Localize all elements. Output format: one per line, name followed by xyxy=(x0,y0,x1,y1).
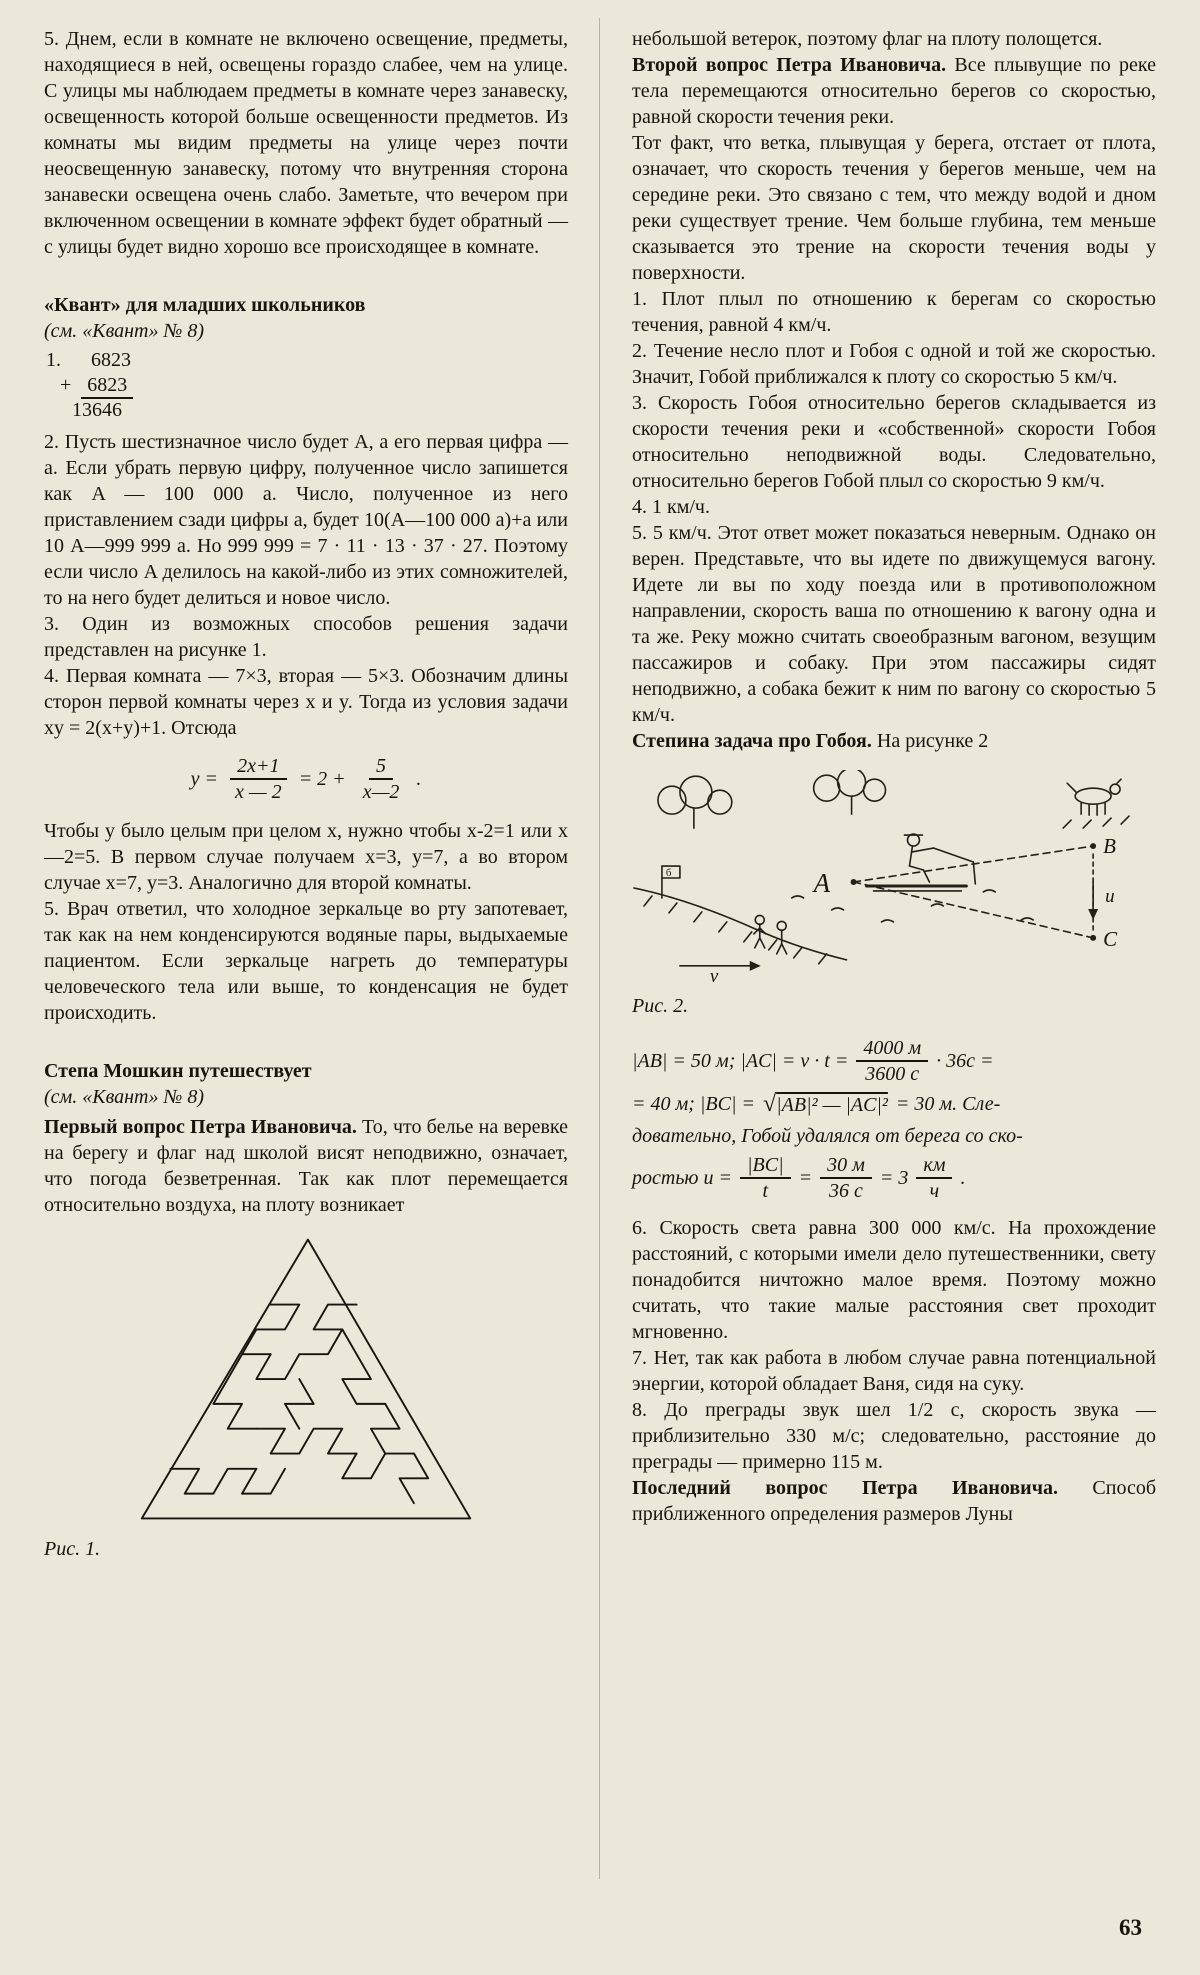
paragraph-bold-lead: Последний вопрос Петра Ивановича. xyxy=(632,1476,1058,1499)
section-reference: (см. «Квант» № 8) xyxy=(44,320,205,342)
addition-exercise xyxy=(46,348,568,423)
fraction xyxy=(740,1154,791,1203)
fraction-numerator: 5 xyxy=(369,755,393,780)
formula-middle: = 2 + xyxy=(298,768,346,791)
paragraph-text: На рисунке 2 xyxy=(876,730,989,752)
flag-label: б xyxy=(665,867,672,880)
triangle-outline xyxy=(142,1239,470,1518)
fraction-denominator: x—2 xyxy=(362,781,400,804)
question-1-paragraph xyxy=(44,1114,568,1218)
answer-paragraph-5-mirror: 5. Врач ответил, что холодное зеркальце во рту запотевает, так как на нем конденсируются водяные пары, выдыхаемые пациентом. Если зеркальце нагреть до температуры человеческого тела или выше, то конденсация не будет происходить. xyxy=(44,897,568,1024)
figure-1-caption: Рис. 1. xyxy=(44,1537,101,1560)
section-title-stepa: Степа Мошкин путешествует xyxy=(44,1059,312,1082)
dog xyxy=(1063,779,1129,828)
fraction-numerator: 4000 м xyxy=(856,1037,928,1062)
answer-6: 6. Скорость света равна 300 000 км/с. На прохождение расстояний, с которыми имели дело путешественники, свету понадобится ничтожно малое время. Поэтому можно считать, что такие малые расстояния свет проходит мгновенно. xyxy=(632,1216,1156,1343)
formula-period: . xyxy=(416,768,422,791)
figure-2-caption: Рис. 2. xyxy=(632,995,689,1017)
v-arrowhead xyxy=(750,961,761,971)
radicand: |AB|² — |AC|² xyxy=(776,1093,888,1116)
answer-5: 5. 5 км/ч. Этот ответ может показаться неверным. Однако он верен. Представьте, что вы идете по движущемуся вагону. Идете ли вы по ходу поезда или в противоположном направлении, скорость ваша по отношению к вагону одна и та же. Реку можно считать своеобразным вагоном, везущим пассажиров и собаку. При этом пассажиры сидят неподвижно, а собака бежит к ним по вагону со скоростью 5 км/ч. xyxy=(632,522,1156,726)
question-2-paragraph xyxy=(632,52,1156,130)
answer-8: 8. До преграды звук шел 1/2 с, скорость звука — приблизительно 330 м/с; следовательно, расстояние до преграды — примерно 115 м. xyxy=(632,1398,1156,1473)
fraction-denominator: t xyxy=(762,1180,769,1203)
answer-7: 7. Нет, так как работа в любом случае равна потенциальной энергии, которой обладает Ваня, сидя на суку. xyxy=(632,1346,1156,1395)
fraction-numerator: 2x+1 xyxy=(230,755,286,780)
calc-fragment: = 30 м. Сле- xyxy=(895,1093,1001,1116)
fraction-numerator: км xyxy=(916,1154,952,1179)
fraction-denominator: ч xyxy=(929,1180,940,1203)
fraction xyxy=(856,1037,928,1086)
calc-line-2 xyxy=(632,1091,1156,1118)
calculation-block xyxy=(632,1037,1156,1203)
raft-with-fisherman xyxy=(867,834,976,891)
point-c-dot xyxy=(1090,935,1096,941)
calc-fragment: |AB| = 50 м; |AC| = v · t = xyxy=(632,1050,849,1073)
square-root xyxy=(763,1091,888,1118)
paragraph-bold-lead: Степина задача про Гобоя. xyxy=(632,730,872,752)
right-column xyxy=(632,26,1156,1562)
addition-row-1 xyxy=(46,348,568,373)
fraction-denominator: 36 с xyxy=(829,1180,863,1203)
addition-sum-row xyxy=(72,398,568,423)
radical-sign: √ xyxy=(762,1090,777,1117)
last-question-paragraph xyxy=(632,1475,1156,1527)
geometry-lines xyxy=(854,846,1094,938)
left-column xyxy=(44,26,568,1562)
fraction-denominator: x — 2 xyxy=(235,781,282,804)
answer-paragraph-5-rooms: 5. Днем, если в комнате не включено освещение, предметы, находящиеся в ней, освещены гораздо слабее, чем на улице. С улицы мы наблюдаем предметы в комнате через занавеску, освещенность которой больше освещенности предметов. Из комнаты мы видим предметы на улице через почти неосвещенную занавеску, потому что внутренняя сторона занавески освещена очень слабо. Заметьте, что вечером при включенном освещении в комнате эффект будет обратный — с улицы будет видно хорошо все происходящее в комнате. xyxy=(44,28,568,258)
answer-4: 4. 1 км/ч. xyxy=(632,496,710,518)
answer-1: 1. Плот плыл по отношению к берегам со скоростью течения, равной 4 км/ч. xyxy=(632,288,1156,336)
answer-paragraph-4-rooms: 4. Первая комната — 7×3, вторая — 5×3. Обозначим длины сторон первой комнаты через x и y. Тогда из условия задачи xy = 2(x+y)+1. Отсюда xyxy=(44,665,568,739)
answer-paragraph-4-continuation: Чтобы y было целым при целом x, нужно чтобы x-2=1 или x—2=5. В первом случае получаем x=3, y=7, а во втором случае x=7, y=3. Аналогично для второй комнаты. xyxy=(44,819,568,894)
fraction xyxy=(916,1154,952,1203)
v-label: v xyxy=(709,965,719,985)
section-reference: (см. «Квант» № 8) xyxy=(44,1085,205,1108)
stepina-task-paragraph xyxy=(632,728,1156,754)
formula-lhs: y = xyxy=(190,768,219,791)
section-title-kvant-younger: «Квант» для младших школьников xyxy=(44,294,366,316)
answer-3: 3. Скорость Гобоя относительно берегов складывается из скорости течения реки и «собственной» скорости Гобоя относительно неподвижной воды. Следовательно, относительно берегов Гобой плыл со скоростью 9 км/ч. xyxy=(632,392,1156,492)
calc-fragment: . xyxy=(960,1167,966,1190)
fact-paragraph: Тот факт, что ветка, плывущая у берега, отстает от плота, означает, что скорость течения у берегов меньше, чем на середине реки. Это связано с тем, что между водой и дном реки существует трение. Чем больше глубина, тем меньше сказывается это трение на скорости течения воды у поверхности. xyxy=(632,132,1156,284)
continuation-paragraph: небольшой ветерок, поэтому флаг на плоту полощется. xyxy=(632,28,1103,50)
shoreline xyxy=(634,888,847,964)
calc-line-4 xyxy=(632,1154,1156,1203)
trees xyxy=(658,770,886,828)
paragraph-text: То, что белье на веревке на берегу и флаг над школой висят неподвижно, означает, что погода безветренная. Так как плот перемещается относительно воздуха, на плоту возникает xyxy=(44,1115,569,1216)
item-number: 1. xyxy=(46,349,61,371)
answer-2: 2. Течение несло плот и Гобоя с одной и той же скоростью. Значит, Гобой приближался к плоту со скоростью 5 км/ч. xyxy=(632,340,1156,388)
fraction-denominator: 3600 с xyxy=(865,1063,920,1086)
paragraph-bold-lead: Второй вопрос Петра Ивановича. xyxy=(632,54,947,76)
point-c-label: С xyxy=(1103,926,1118,951)
point-b-label: В xyxy=(1103,834,1116,859)
figure-2-river-scene xyxy=(632,770,1156,985)
fraction xyxy=(820,1154,872,1203)
fraction-numerator: |BC| xyxy=(740,1154,791,1179)
fraction xyxy=(228,755,289,804)
paragraph-text: Способ приближенного определения размеров Луны xyxy=(632,1476,1156,1525)
calc-fragment: = 3 xyxy=(879,1167,909,1190)
fraction-numerator: 30 м xyxy=(820,1154,872,1179)
calc-fragment: = 40 м; |BC| = xyxy=(632,1093,755,1116)
figure-1 xyxy=(44,1232,568,1528)
calc-line-1 xyxy=(632,1037,1156,1086)
answer-paragraph-2-sixdigit: 2. Пусть шестизначное число будет A, а его первая цифра — a. Если убрать первую цифру, полученное число запишется как A — 100 000 a. Число, полученное из него приставлением сзади цифры a, будет 10(A—100 000 a)+a или 10 A—999 999 a. Но 999 999 = 7 · 11 · 13 · 37 · 27. Поэтому если число A делилось на какой-либо из этих сомножителей, то на него будет делиться и новое число. xyxy=(44,431,568,609)
figure-1-triangle-puzzle xyxy=(130,1232,482,1528)
point-a-label: A xyxy=(813,867,831,898)
addition-row-2 xyxy=(60,373,568,398)
column-divider xyxy=(599,18,600,1879)
fraction xyxy=(356,755,407,804)
addition-sum: 13646 xyxy=(72,399,122,421)
puzzle-lines xyxy=(142,1239,470,1518)
calc-line-3 xyxy=(632,1123,1156,1149)
page-number: 63 xyxy=(1119,1915,1142,1940)
point-b-dot xyxy=(1090,843,1096,849)
calc-fragment: · 36с = xyxy=(936,1050,994,1073)
calc-fragment: = xyxy=(798,1167,813,1190)
addend-1: 6823 xyxy=(91,349,131,371)
formula-y-equation xyxy=(44,755,568,804)
u-arrowhead xyxy=(1088,909,1098,920)
calc-fragment: ростью u = xyxy=(632,1167,733,1190)
answer-paragraph-3-figure: 3. Один из возможных способов решения задачи представлен на рисунке 1. xyxy=(44,613,568,661)
plus-sign: + xyxy=(60,374,72,396)
paragraph-text: Все плывущие по реке тела перемещаются относительно берегов со скоростью, равной скорости течения реки. xyxy=(632,54,1157,128)
figure-2 xyxy=(632,770,1156,985)
point-a-dot xyxy=(851,879,857,885)
u-label: u xyxy=(1105,885,1115,907)
calc-fragment: довательно, Гобой удалялся от берега со ско- xyxy=(632,1124,1023,1147)
paragraph-bold-lead: Первый вопрос Петра Ивановича. xyxy=(44,1115,357,1138)
addend-2: 6823 xyxy=(81,374,133,399)
